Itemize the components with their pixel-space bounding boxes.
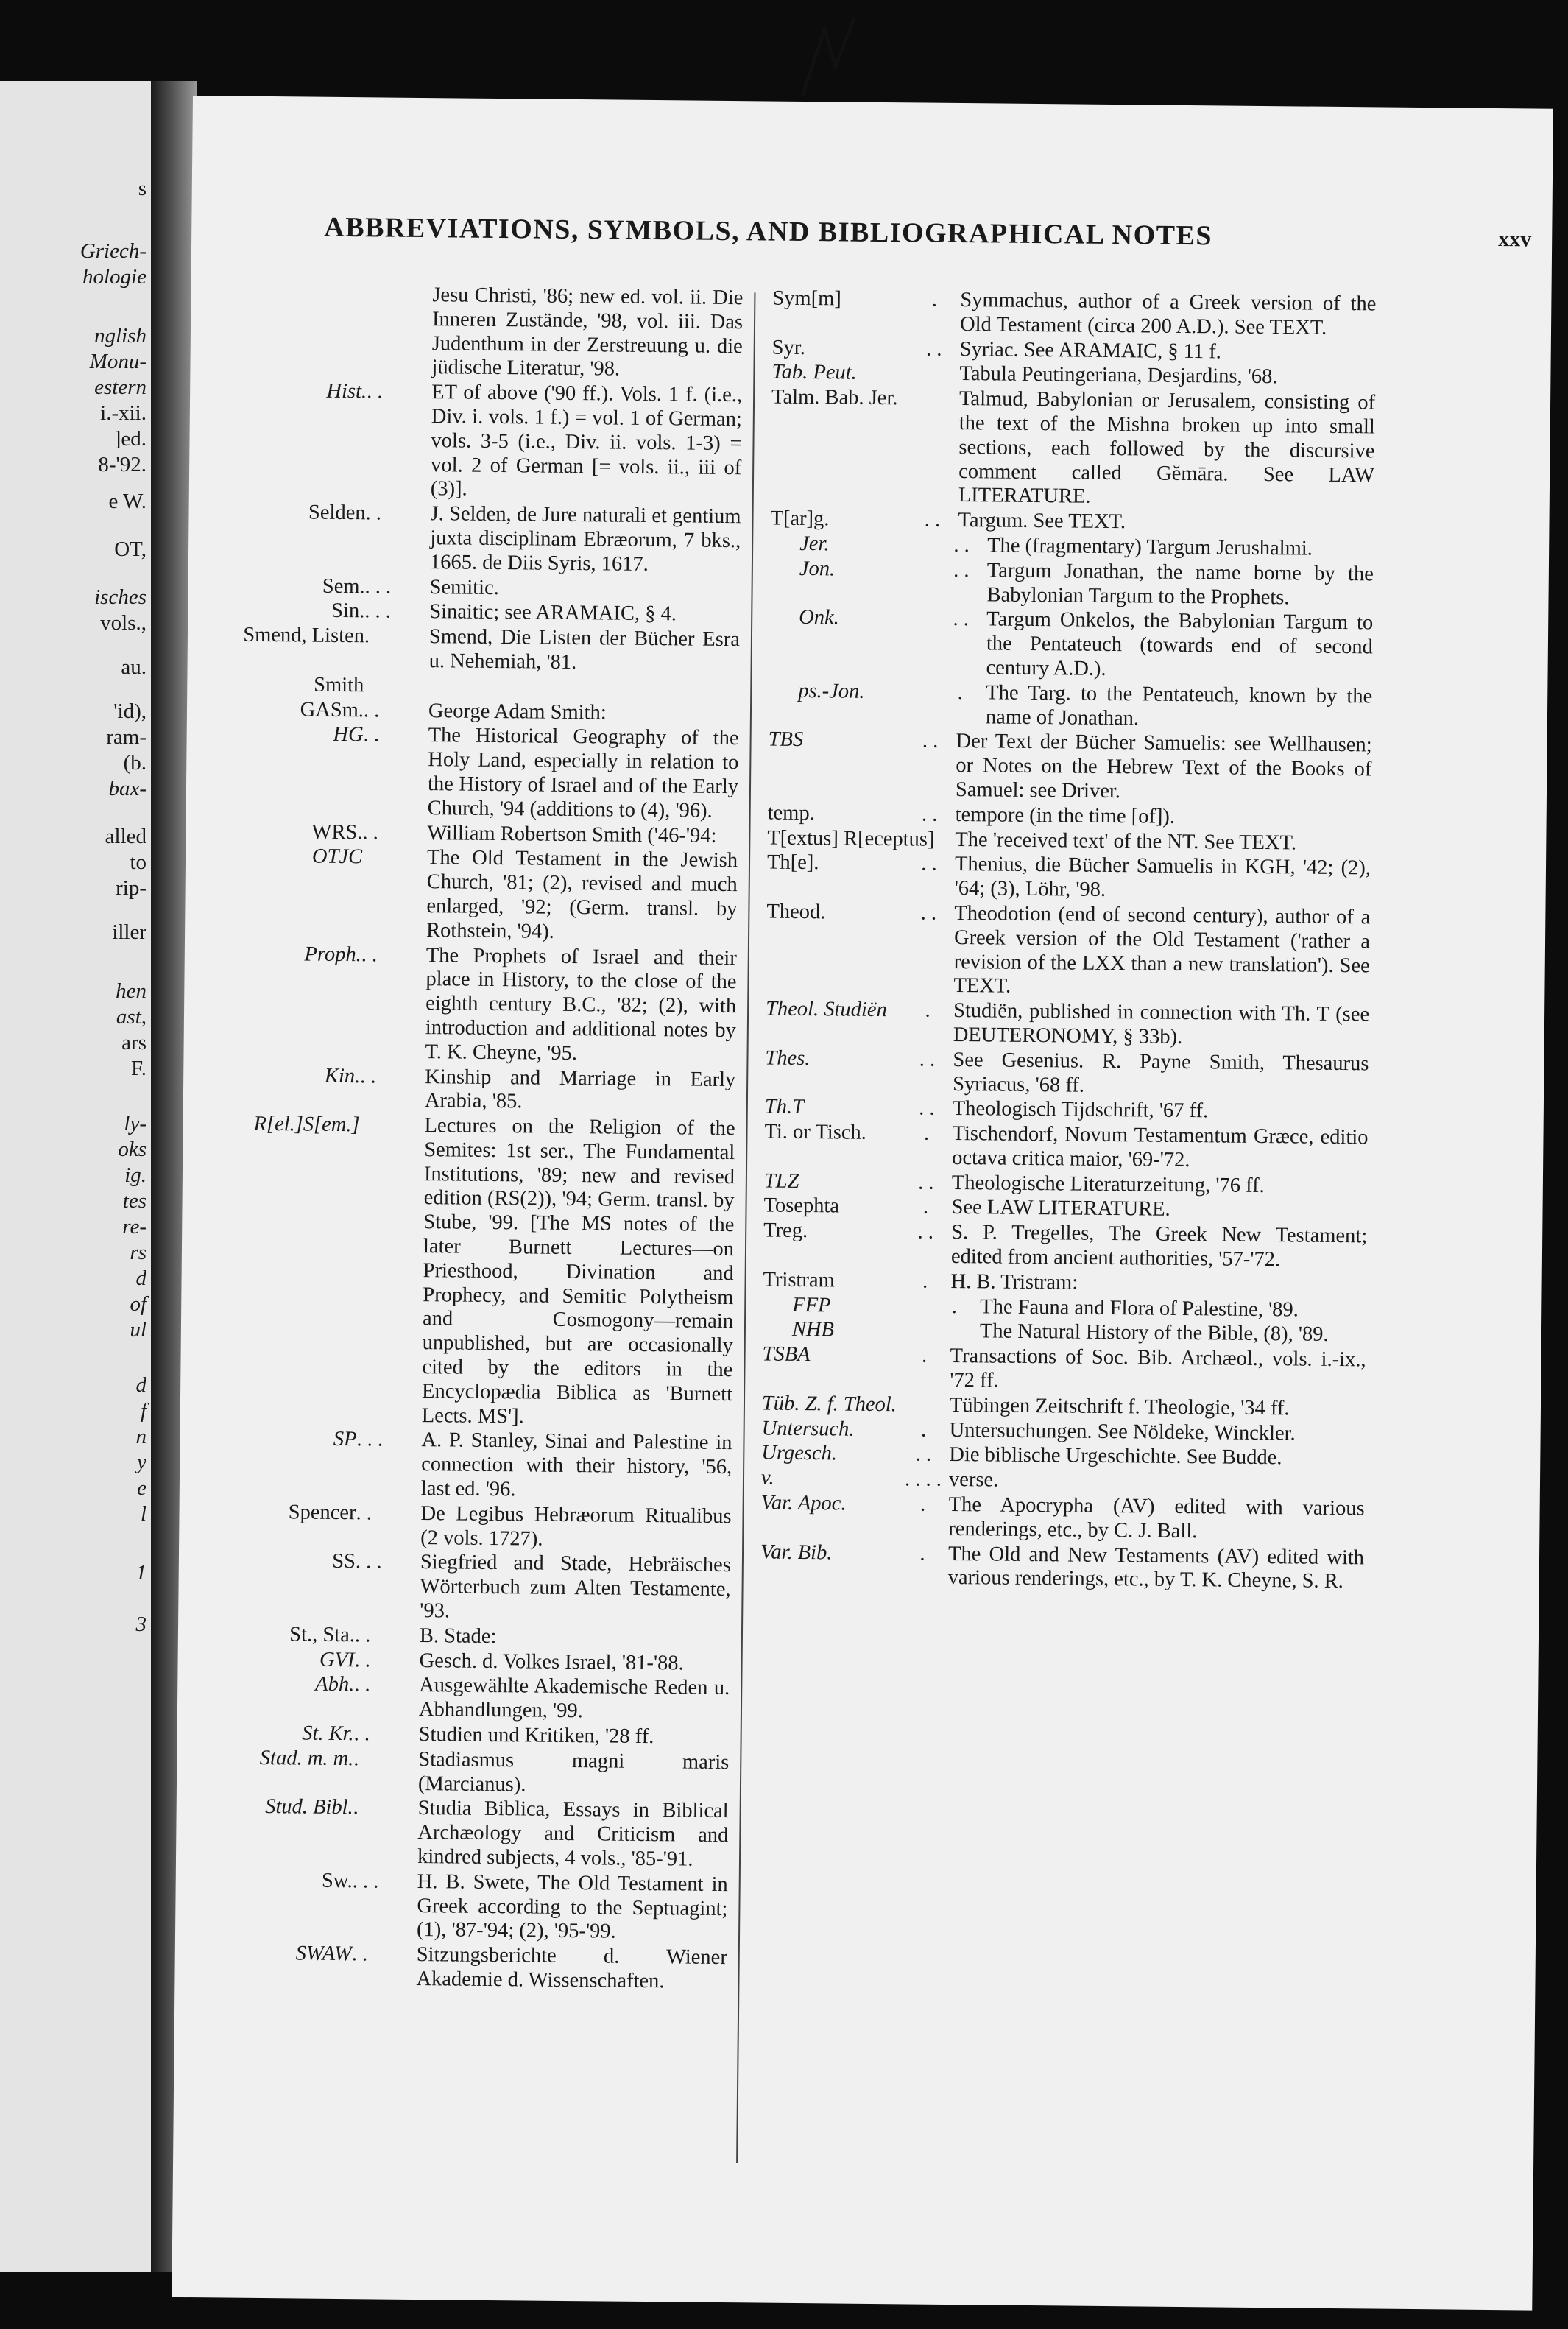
entry-definition: The Fauna and Flora of Palestine, '89. <box>980 1295 1299 1322</box>
entry-abbreviation: Smith <box>314 673 364 697</box>
entry-definition: tempore (in the time [of]). <box>955 803 1176 828</box>
entry-abbreviation: SP <box>333 1428 357 1451</box>
abbreviation-entry <box>213 942 737 1068</box>
entry-abbreviation: NHB <box>791 1318 835 1342</box>
abbreviation-entry <box>213 1063 736 1116</box>
facing-page-text: 'id), <box>113 700 146 723</box>
entry-abbreviation: TLZ <box>763 1169 799 1193</box>
entry-abbreviation: v. <box>760 1466 774 1490</box>
entry-definition: Der Text der Bücher Samuelis: see Wellhausen; or Notes on the Hebrew Text of the Books of Samuel: see Driver. <box>955 730 1372 803</box>
leader-dots: . . <box>919 1048 936 1071</box>
entry-definition: The Old Testament in the Jewish Church, '81; (2), revised and much enlarged, '92; (Germ. transl. by Rothstein, '94). <box>425 846 738 943</box>
facing-page-text: y <box>137 1451 146 1474</box>
entry-abbreviation: Tab. Peut. <box>771 360 857 385</box>
entry-definition: De Legibus Hebræorum Ritualibus (2 vols. 1727). <box>420 1501 732 1551</box>
entry-definition: Sinaitic; see ARAMAIC, § 4. <box>429 600 677 626</box>
abbreviation-entry <box>206 1746 730 1799</box>
abbreviation-entry <box>769 557 1374 610</box>
leader-dots: . . <box>918 1171 934 1194</box>
abbreviation-entry <box>204 1941 727 1994</box>
abbreviation-entry <box>767 851 1371 905</box>
entry-abbreviation: Theod. <box>766 900 826 924</box>
abbreviation-entry <box>760 1540 1365 1594</box>
facing-page-text: 1 <box>135 1561 146 1585</box>
leader-dots: . . <box>354 1673 370 1696</box>
leader-dots: . . <box>367 380 383 404</box>
entry-abbreviation <box>221 281 368 283</box>
facing-page-text: F. <box>130 1057 146 1080</box>
entry-abbreviation: R[el.]S[em.] <box>253 1112 360 1137</box>
entry-abbreviation: Talm. Bab. Jer. <box>771 385 898 410</box>
entry-definition: George Adam Smith: <box>428 699 607 724</box>
leader-dots: . . <box>917 1220 934 1244</box>
leader-dots: . . <box>353 1722 370 1746</box>
leader-dots <box>360 1113 425 1114</box>
leader-dots: . . <box>351 1942 368 1966</box>
entry-abbreviation: SWAW <box>295 1942 352 1966</box>
entry-definition: Kinship and Marriage in Early Arabia, '85. <box>424 1065 736 1113</box>
facing-page-text: au. <box>121 655 146 679</box>
facing-page-text: ars <box>121 1031 146 1054</box>
entry-abbreviation: TBS <box>768 727 804 752</box>
entry-definition: Syriac. See ARAMAIC, § 11 f. <box>959 337 1222 364</box>
abbreviation-entry <box>766 900 1370 1002</box>
entry-abbreviation: SS <box>332 1550 356 1574</box>
entry-abbreviation: Hist. <box>326 379 367 404</box>
entry-abbreviation: Spencer <box>288 1501 356 1525</box>
facing-page-text: s <box>138 177 146 200</box>
facing-page-text: hen <box>116 979 146 1003</box>
entry-abbreviation: Tüb. Z. f. Theol. <box>761 1392 897 1417</box>
entry-definition: The Apocrypha (AV) edited with various renderings, etc., by C. J. Ball. <box>948 1493 1365 1543</box>
facing-page-text: tes <box>122 1189 146 1213</box>
leader-dots: . <box>922 1196 929 1219</box>
entry-abbreviation: Syr. <box>771 336 806 359</box>
entry-abbreviation: Untersuch. <box>761 1417 855 1441</box>
leader-dots: . . <box>361 942 378 966</box>
entry-definition: S. P. Tregelles, The Greek New Testament; edited from ancient authorities, '57-'72. <box>950 1221 1368 1272</box>
entry-abbreviation: Th.T <box>764 1095 805 1119</box>
entry-abbreviation: Jon. <box>799 557 836 581</box>
facing-page-text: hologie <box>82 265 146 289</box>
leader-dots: . . <box>354 1624 371 1647</box>
entry-definition: Targum. See TEXT. <box>958 509 1126 534</box>
leader-dots: . <box>925 998 930 1022</box>
facing-page-text: nglish <box>94 324 146 348</box>
abbreviation-entry <box>205 1868 728 1945</box>
entry-abbreviation: WRS. <box>311 820 363 844</box>
entry-definition: J. Selden, de Jure naturali et gentium juxta disciplinam Ebræorum, 7 bks., 1665. de Diis Syris, 1617. <box>429 502 741 576</box>
entry-definition: The Targ. to the Pentateuch, known by the name of Jonathan. <box>985 681 1373 730</box>
abbreviation-entry <box>216 672 739 702</box>
leader-dots: . . . <box>352 1869 379 1893</box>
abbreviation-entry <box>771 386 1376 512</box>
entry-definition: Symmachus, author of a Greek version of the Old Testament (circa 200 A.D.). See TEXT. <box>959 289 1377 339</box>
abbreviation-entry <box>209 1427 732 1504</box>
entry-definition: Gesch. d. Volkes Israel, '81-'88. <box>419 1649 684 1675</box>
running-title: ABBREVIATIONS, SYMBOLS, AND BIBLIOGRAPHICAL NOTES <box>324 211 1213 252</box>
leader-dots <box>908 387 959 388</box>
entry-definition: Die biblische Urgeschichte. See Budde. <box>949 1443 1282 1470</box>
entry-abbreviation: Selden <box>308 501 366 525</box>
facing-page-text: rip- <box>116 876 146 900</box>
entry-definition: The (fragmentary) Targum Jerushalmi. <box>987 534 1313 560</box>
entry-abbreviation: temp. <box>767 801 815 825</box>
leader-dots: . . <box>924 508 941 532</box>
facing-page-text: Griech- <box>80 239 146 263</box>
entry-abbreviation: Sym[m] <box>772 286 841 311</box>
abbreviation-entry <box>208 1622 730 1652</box>
facing-page-text: to <box>130 850 146 874</box>
leader-dots: . . <box>925 337 942 361</box>
left-column <box>204 281 743 1995</box>
facing-page-text: ul <box>130 1318 146 1342</box>
entry-definition: The Old and New Testaments (AV) edited with various renderings, etc., by T. K. Cheyne, S. R. <box>947 1542 1365 1593</box>
entry-abbreviation: Ti. or Tisch. <box>764 1120 867 1144</box>
entry-definition: Theologisch Tijdschrift, '67 ff. <box>952 1097 1209 1123</box>
entry-definition: H. B. Tristram: <box>950 1269 1078 1294</box>
abbreviation-entry <box>763 1219 1368 1273</box>
entry-definition: Thenius, die Bücher Samuelis in KGH, '42; (2), '64; (3), Löhr, '98. <box>954 853 1371 902</box>
entry-abbreviation: OTJC <box>311 845 363 869</box>
entry-definition: Tischendorf, Novum Testamentum Græce, editio octava critica maior, '69-'72. <box>952 1122 1369 1171</box>
entry-definition: The Prophets of Israel and their place in History, to the close of the eighth century B.C., '82; (2), with introduction and additional notes by T. K. Cheyne, '95. <box>425 943 737 1065</box>
facing-page-text: vols., <box>100 611 146 635</box>
leader-dots: . . <box>921 803 938 826</box>
entry-abbreviation: Thes. <box>765 1046 811 1070</box>
leader-dots <box>928 1319 980 1320</box>
leader-dots: . . <box>365 501 382 525</box>
facing-page-fragment <box>0 81 151 2272</box>
entry-definition: The 'received text' of the NT. See TEXT. <box>955 828 1297 854</box>
facing-page-text: bax- <box>108 777 146 800</box>
entry-abbreviation: Var. Bib. <box>760 1540 833 1565</box>
right-column <box>760 287 1377 1596</box>
abbreviation-entry <box>206 1721 729 1750</box>
abbreviation-entry <box>207 1647 730 1677</box>
abbreviation-entry <box>205 1795 729 1872</box>
entry-definition: H. B. Swete, The Old Testament in Greek according to the Septuagint; (1), '87-'94; (2), '95-'99. <box>416 1870 728 1944</box>
entry-abbreviation: St. Kr. <box>302 1722 354 1746</box>
entry-abbreviation: GASm. <box>300 697 364 722</box>
facing-page-text: n <box>135 1425 146 1448</box>
entry-definition: Ausgewählte Akademische Reden u. Abhandlungen, '99. <box>418 1674 730 1723</box>
entry-definition: verse. <box>948 1468 999 1492</box>
entry-definition: ET of above ('90 ff.). Vols. 1 f. (i.e., Div. i. vols. 1 f.) = vol. 1 of German; vols. 3-5 (i.e., Div. ii. vols. 1-3) = vol. 2 of German [= vols. ii., iii of (3)]. <box>430 381 743 501</box>
abbreviation-entry <box>769 606 1373 684</box>
entry-definition: Transactions of Soc. Bib. Archæol., vols. i.-ix., '72 ff. <box>950 1345 1366 1392</box>
abbreviation-entry <box>219 281 743 383</box>
facing-page-text: OT, <box>114 538 146 561</box>
leader-dots: . <box>921 1344 928 1367</box>
entry-definition: Sitzungsberichte d. Wiener Akademie d. Wissenschaften. <box>416 1943 727 1993</box>
entry-definition: Jesu Christi, '86; new ed. vol. ii. Die Inneren Zustände, '98, vol. iii. Das Judenthum in der Zerstreuung u. die jüdische Literatur, '98. <box>431 283 744 381</box>
entry-abbreviation: Abh. <box>315 1673 355 1696</box>
abbreviation-entry <box>215 820 738 849</box>
abbreviation-entry <box>208 1549 731 1627</box>
entry-definition: Lectures on the Religion of the Semites: 1st ser., The Fundamental Institutions, '89; new and revised edition (RS(2)), '94; Germ. transl. by Stube, '99. [The MS notes of the later Burnett Lectures—on Priesthood, Divination and Prophecy, and Semitic Polytheism and Cosmogony—remain unpublished, but are occasionally cited by the editors in the Encyclopædia Biblica as 'Burnett Lects. MS']. <box>421 1114 735 1428</box>
leader-dots: . <box>364 624 370 648</box>
entry-definition: Studia Biblica, Essays in Biblical Archæology and Criticism and kindred subjects, 4 vols., '85-'91. <box>417 1797 729 1871</box>
abbreviation-entry <box>760 1492 1365 1546</box>
entry-definition: See LAW LITERATURE. <box>951 1196 1170 1222</box>
entry-abbreviation: FFP <box>792 1293 831 1317</box>
facing-page-text: iller <box>112 920 146 944</box>
page-header <box>324 211 1531 256</box>
facing-page-text: isches <box>94 585 146 609</box>
leader-dots: . . <box>354 1648 371 1672</box>
leader-dots: . . <box>362 820 378 844</box>
entry-abbreviation: Stud. Bibl. <box>265 1795 353 1819</box>
entry-definition: Tübingen Zeitschrift f. Theologie, '34 ff. <box>949 1393 1290 1420</box>
leader-dots: . <box>923 1121 930 1145</box>
entry-definition: Studien und Kritiken, '28 ff. <box>418 1723 654 1749</box>
facing-page-text: i.-xii. <box>100 401 146 425</box>
leader-dots <box>898 1393 950 1394</box>
facing-page-text: Monu- <box>89 350 146 373</box>
facing-page-text: l <box>140 1502 146 1526</box>
entry-abbreviation: Theol. Studiën <box>765 997 887 1022</box>
abbreviation-entry <box>210 1112 735 1431</box>
entry-abbreviation: Stad. m. m. <box>259 1746 354 1771</box>
entry-definition: The Historical Geography of the Holy Land, especially in relation to the History of Israel and of the Early Church, '94 (additions to (4), '96). <box>427 724 739 822</box>
abbreviation-entry <box>207 1672 730 1725</box>
abbreviation-entry <box>769 679 1373 733</box>
abbreviation-entry <box>772 287 1377 341</box>
entry-abbreviation: Tristram <box>763 1268 835 1292</box>
entry-abbreviation: St., Sta. <box>289 1623 356 1647</box>
leader-dots: . <box>922 1269 928 1293</box>
facing-page-text: (b. <box>123 751 146 775</box>
entry-definition: A. P. Stanley, Sinai and Palestine in connection with their history, '56, last ed. '96. <box>420 1428 732 1501</box>
entry-definition: Theodotion (end of second century), author of a Greek version of the Old Testament ('rather a revision of the LXX than a new translation'). See TEXT. <box>953 901 1371 998</box>
entry-abbreviation: Urgesch. <box>761 1441 838 1465</box>
entry-abbreviation: ps.-Jon. <box>798 679 865 703</box>
entry-abbreviation: Sin. <box>331 599 365 623</box>
facing-page-text: rs <box>130 1241 146 1264</box>
entry-abbreviation: Proph. <box>304 942 361 966</box>
entry-definition: See Gesenius. R. Payne Smith, Thesaurus Syriacus, '68 ff. <box>953 1048 1369 1097</box>
abbreviation-entry <box>765 1046 1369 1100</box>
leader-dots: . <box>931 288 938 311</box>
leader-dots: . . <box>953 533 970 557</box>
facing-page-text: ]ed. <box>113 427 146 451</box>
facing-page-text: f <box>140 1399 146 1423</box>
facing-page-text: ly- <box>124 1112 146 1135</box>
abbreviation-entry <box>764 1121 1369 1174</box>
leader-dots: . <box>919 1493 926 1516</box>
pencil-mark <box>795 15 861 103</box>
entry-definition: The Natural History of the Bible, (8), '89. <box>979 1319 1329 1347</box>
leader-dots: . . <box>922 729 939 753</box>
entry-definition: Stadiasmus magni maris (Marcianus). <box>417 1747 730 1797</box>
entry-definition: Tabula Peutingeriana, Desjardins, '68. <box>959 362 1278 389</box>
facing-page-text: oks <box>118 1138 146 1161</box>
entry-abbreviation: Treg. <box>763 1219 808 1243</box>
abbreviation-entry <box>219 379 743 505</box>
entry-abbreviation: Sw. <box>321 1869 353 1892</box>
page-number: xxv <box>1498 227 1532 252</box>
leader-dots <box>362 846 427 847</box>
leader-dots: . <box>353 1796 359 1819</box>
facing-page-text: e <box>137 1476 146 1500</box>
entry-abbreviation: T[extus] R[eceptus] <box>767 826 935 851</box>
abbreviation-entry <box>768 728 1372 806</box>
leader-dots: . . <box>356 1501 372 1525</box>
entry-definition: Theologische Literaturzeitung, '76 ff. <box>951 1171 1265 1197</box>
leader-dots: . <box>919 1542 925 1565</box>
leader-dots: . . <box>953 558 970 582</box>
leader-dots <box>908 362 960 363</box>
book-page <box>172 96 1553 2311</box>
abbreviation-entry <box>218 501 741 578</box>
abbreviation-entry <box>216 697 739 727</box>
abbreviation-entry <box>217 599 740 628</box>
entry-definition: Semitic. <box>429 575 499 599</box>
entry-definition: B. Stade: <box>419 1624 497 1648</box>
entry-abbreviation: Sem. <box>322 574 365 598</box>
leader-dots: . . <box>920 901 937 925</box>
entry-abbreviation: Th[e]. <box>766 850 819 875</box>
leader-dots: . . . <box>356 1428 384 1452</box>
facing-page-text: e W. <box>108 490 146 513</box>
facing-page-text: alled <box>105 825 146 848</box>
entry-definition: Untersuchungen. See Nöldeke, Winckler. <box>949 1418 1296 1445</box>
entry-definition: William Robertson Smith ('46-'94: <box>427 821 717 848</box>
entry-abbreviation: T[ar]g. <box>770 507 830 531</box>
facing-page-text: estern <box>94 376 146 399</box>
abbreviation-entry <box>216 722 739 824</box>
facing-page-text: ig. <box>124 1163 146 1187</box>
entry-abbreviation: HG <box>333 723 364 747</box>
entry-abbreviation: Onk. <box>799 606 839 630</box>
facing-page-text: of <box>130 1292 146 1316</box>
abbreviation-entry <box>762 1343 1366 1397</box>
entry-definition: Studiën, published in connection with Th. T (see DEUTERONOMY, § 33b). <box>953 999 1370 1049</box>
leader-dots: . <box>957 680 963 704</box>
entry-definition: Talmud, Babylonian or Jerusalem, consisting of the text of the Mishna broken up into small sections, each followed by the discursive comment called Gĕmāra. See LAW LITERATURE. <box>958 387 1376 509</box>
leader-dots: . . <box>919 1096 935 1121</box>
facing-page-text: d <box>135 1373 146 1397</box>
entry-abbreviation: Smend, Listen <box>243 623 365 648</box>
entry-abbreviation: Var. Apoc. <box>760 1491 847 1515</box>
entry-abbreviation: GVI <box>319 1648 355 1671</box>
entry-abbreviation: Tosephta <box>763 1194 840 1218</box>
leader-dots: . . <box>921 852 937 876</box>
leader-dots: . . . <box>364 599 392 623</box>
entry-abbreviation: Kin. <box>324 1064 361 1088</box>
leader-dots: . . <box>953 607 970 631</box>
facing-page-text: 3 <box>135 1613 146 1636</box>
entry-abbreviation: Jer. <box>799 532 830 556</box>
leader-dots: . . . . <box>904 1467 942 1492</box>
entry-definition: Targum Jonathan, the name borne by the Babylonian Targum to the Prophets. <box>986 559 1374 609</box>
entry-definition: Targum Onkelos, the Babylonian Targum to the Pentateuch (towards end of second century A.D.). <box>986 607 1374 680</box>
abbreviation-entry <box>208 1500 732 1553</box>
leader-dots: . . . <box>364 574 392 599</box>
entry-definition: Siegfried and Stade, Hebräisches Wörterbuch zum Alten Testamente, '93. <box>420 1551 732 1623</box>
leader-dots: . . . <box>355 1550 382 1574</box>
entry-abbreviation: TSBA <box>762 1342 811 1367</box>
abbreviation-entry <box>216 624 740 677</box>
facing-page-text: ram- <box>106 725 146 749</box>
leader-dots: . <box>353 1747 359 1771</box>
facing-page-text: ast, <box>116 1005 146 1029</box>
leader-dots: . <box>920 1418 927 1442</box>
abbreviation-entry <box>766 998 1370 1051</box>
facing-page-text: re- <box>122 1215 146 1239</box>
leader-dots: . . <box>360 1064 376 1088</box>
entry-definition: Smend, Die Listen der Bücher Esra u. Nehemiah, '81. <box>428 625 741 674</box>
abbreviation-entry <box>214 845 738 946</box>
leader-dots: . <box>951 1294 957 1318</box>
leader-dots: . . <box>363 723 380 747</box>
abbreviation-entry <box>217 574 740 603</box>
facing-page-text: 8-'92. <box>98 453 146 476</box>
leader-dots: . . <box>363 698 380 722</box>
leader-dots: . . <box>915 1442 932 1467</box>
facing-page-text: d <box>135 1266 146 1290</box>
